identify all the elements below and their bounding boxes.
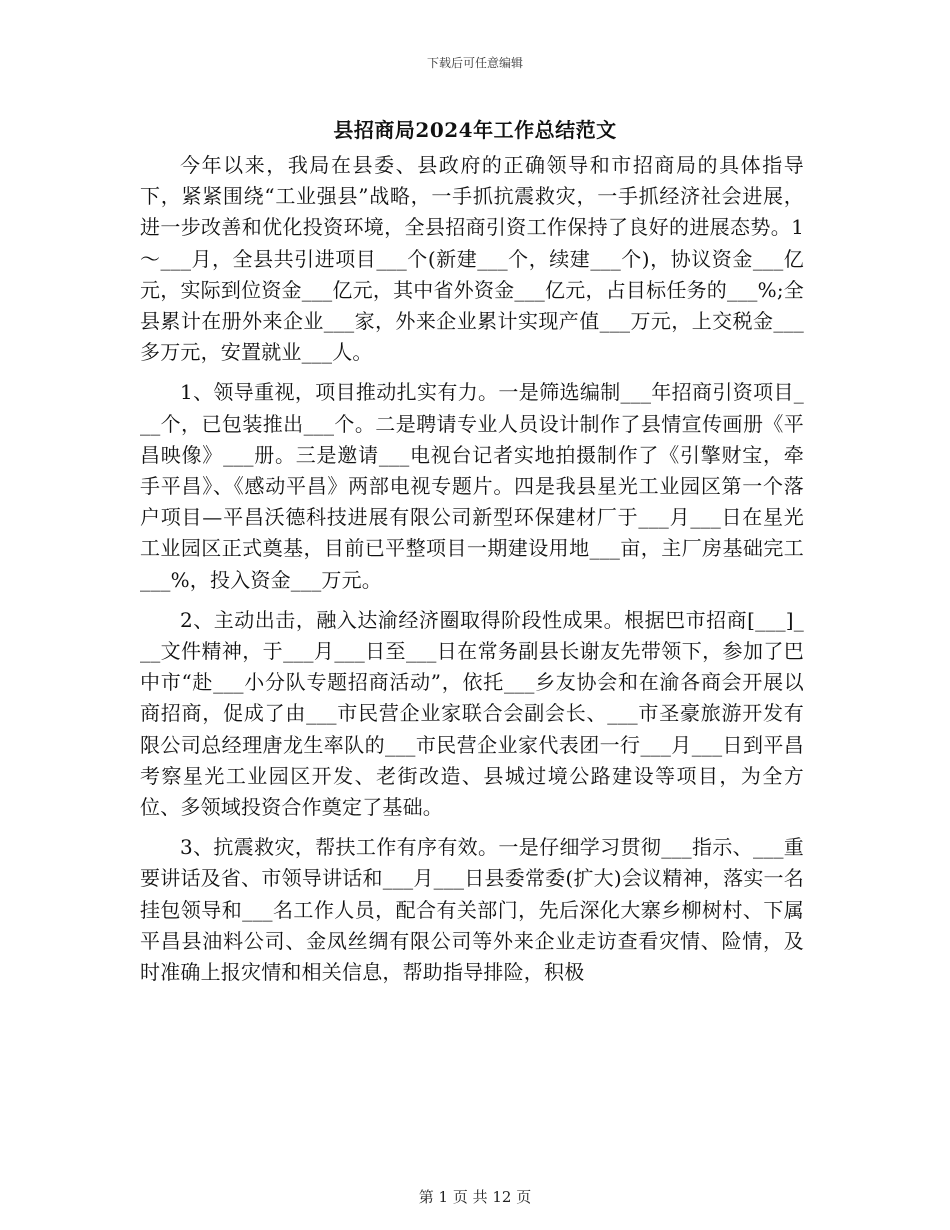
paragraph-section-3: 3、抗震救灾，帮扶工作有序有效。一是仔细学习贯彻___指示、___重要讲话及省、市领导讲话和___月___日县委常委(扩大)会议精神，落实一名挂包领导和___名工作人员，配合有关部门，先后深化大寨乡柳树村、下属平昌县油料公司、金凤丝绸有限公司等外来企业走访查看灾情、险情，及时准确上报灾情和相关信息，帮助指导排险，积极 [140, 835, 804, 985]
document-title: 县招商局2024年工作总结范文 [333, 118, 617, 142]
page-number: 第 1 页 共 12 页 [418, 1188, 532, 1206]
paragraph-section-1: 1、领导重视，项目推动扎实有力。一是筛选编制___年招商引资项目___个，已包装推出___个。二是聘请专业人员设计制作了县情宣传画册《平昌映像》___册。三是邀请___电视台记者实地拍摄制作了《引擎财宝，牵手平昌》、《感动平昌》两部电视专题片。四是我县星光工业园区第一个落户项目—平昌沃德科技进展有限公司新型环保建材厂于___月___日在星光工业园区正式奠基，目前已平整项目一期建设用地___亩，主厂房基础完工___%，投入资金___万元。 [140, 380, 804, 592]
document-body [140, 150, 804, 997]
paragraph-intro: 今年以来，我局在县委、县政府的正确领导和市招商局的具体指导下，紧紧围绕“工业强县”战略，一手抓抗震救灾，一手抓经济社会进展，进一步改善和优化投资环境，全县招商引资工作保持了良好的进展态势。1～___月，全县共引进项目___个(新建___个，续建___个)，协议资金___亿元，实际到位资金___亿元，其中省外资金___亿元，占目标任务的___%;全县累计在册外来企业___家，外来企业累计实现产值___万元，上交税金___多万元，安置就业___人。 [140, 153, 804, 365]
paragraph-section-2: 2、主动出击，融入达渝经济圈取得阶段性成果。根据巴市招商[___]___文件精神，于___月___日至___日在常务副县长谢友先带领下，参加了巴中市“赴___小分队专题招商活动”，依托___乡友协会和在渝各商会开展以商招商，促成了由___市民营企业家联合会副会长、___市圣豪旅游开发有限公司总经理唐龙生率队的___市民营企业家代表团一行___月___日到平昌考察星光工业园区开发、老街改造、县城过境公路建设等项目，为全方位、多领域投资合作奠定了基础。 [140, 607, 804, 820]
page-header-note: 下载后可任意编辑 [426, 56, 523, 70]
